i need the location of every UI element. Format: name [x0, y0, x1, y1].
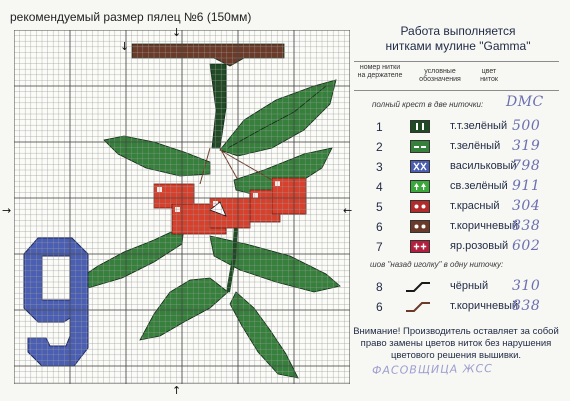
stitch-symbol-plus-icon	[410, 240, 430, 253]
legend-row-7	[352, 238, 564, 258]
col-number-header: номер нитки на держателе	[357, 64, 403, 79]
thread-holder-number: 1	[376, 120, 383, 134]
legend-column-headers	[352, 64, 564, 90]
hoop-size-note: рекомендуемый размер пялец №6 (150мм)	[10, 10, 252, 24]
col-color-header: цвет ниток	[480, 68, 498, 83]
cherry-2-highlight	[175, 207, 180, 212]
center-arrow-right: ←	[343, 204, 353, 217]
dmc-code-handwritten: 911	[512, 178, 541, 194]
dmc-code-handwritten: 319	[512, 138, 541, 154]
legend-divider-top	[354, 61, 559, 62]
legend-row-4	[352, 178, 564, 198]
legend-row-1	[352, 118, 564, 138]
full-cross-note: полный крест в две ниточки:	[372, 100, 484, 109]
legend-title-line2: нитками мулине "Gamma"	[385, 39, 531, 53]
dmc-code-handwritten: 838	[512, 298, 541, 314]
stitch-symbol-bars-icon	[410, 120, 430, 133]
dmc-code-handwritten: 304	[512, 198, 541, 214]
thread-holder-number: 5	[376, 200, 383, 214]
chart-grid	[14, 30, 353, 384]
packer-stamp: ФАСОВЩИЦА ЖСС	[371, 361, 494, 378]
thread-holder-number: 7	[376, 240, 383, 254]
dmc-code-handwritten: 602	[512, 238, 541, 254]
legend-title-line1: Работа выполняется	[400, 24, 516, 38]
dmc-code-handwritten: 500	[512, 118, 541, 134]
col-symbol-header: условные обозначения	[419, 68, 461, 83]
backstitch-note: шов "назад иголку" в одну ниточку:	[370, 260, 504, 269]
stitch-symbol-dots-icon	[410, 200, 430, 213]
legend-row-6	[352, 218, 564, 238]
legend-title	[352, 24, 564, 54]
thread-color-name: т.коричневый	[450, 300, 519, 312]
thread-holder-number: 4	[376, 180, 383, 194]
brand-handwritten: DMC	[506, 94, 544, 110]
thread-color-name: т.красный	[450, 200, 500, 212]
thread-color-name: св.зелёный	[450, 180, 508, 192]
center-arrow-left: →	[2, 204, 12, 217]
stitch-grid-lines	[14, 30, 353, 384]
legend-row-3	[352, 158, 564, 178]
center-arrow-bottom: ↑	[172, 384, 182, 397]
color-substitution-notice: Внимание! Производитель оставляет за собой право замены цветов ниток без нарушения цветового решения вышивки.	[353, 326, 559, 361]
center-arrow-top-2: ↓	[172, 26, 182, 39]
thread-color-name: т.т.зелёный	[450, 120, 508, 132]
thread-holder-number: 6	[376, 220, 383, 234]
legend-row-2	[352, 138, 564, 158]
legend-backstitch-row-6	[352, 298, 564, 318]
backstitch-line-icon	[404, 300, 432, 314]
thread-color-name: васильковый	[450, 160, 517, 172]
stitch-symbol-dots-icon	[410, 220, 430, 233]
thread-color-name: т.зелёный	[450, 140, 501, 152]
stitch-symbol-xx-icon	[410, 160, 430, 173]
thread-holder-number: 3	[376, 160, 383, 174]
dmc-code-handwritten: 310	[512, 278, 541, 294]
stitch-symbol-arrows-icon	[410, 180, 430, 193]
legend-divider-header	[354, 90, 559, 91]
cherry-4-highlight	[253, 193, 258, 198]
thread-color-name: т.коричневый	[450, 220, 519, 232]
thread-holder-number: 6	[376, 300, 383, 314]
cross-stitch-chart	[14, 30, 353, 384]
thread-color-name: чёрный	[450, 280, 489, 292]
thread-holder-number: 2	[376, 140, 383, 154]
backstitch-line-icon	[404, 280, 432, 294]
cherry-5-highlight	[275, 181, 280, 186]
thread-holder-number: 8	[376, 280, 383, 294]
dmc-code-handwritten: 838	[512, 218, 541, 234]
stitch-symbol-dashes-icon	[410, 140, 430, 153]
thread-color-name: яр.розовый	[450, 240, 509, 252]
legend-backstitch-row-8	[352, 278, 564, 298]
dmc-code-handwritten: 798	[512, 158, 541, 174]
legend-row-5	[352, 198, 564, 218]
center-arrow-top: ↓	[120, 40, 130, 53]
